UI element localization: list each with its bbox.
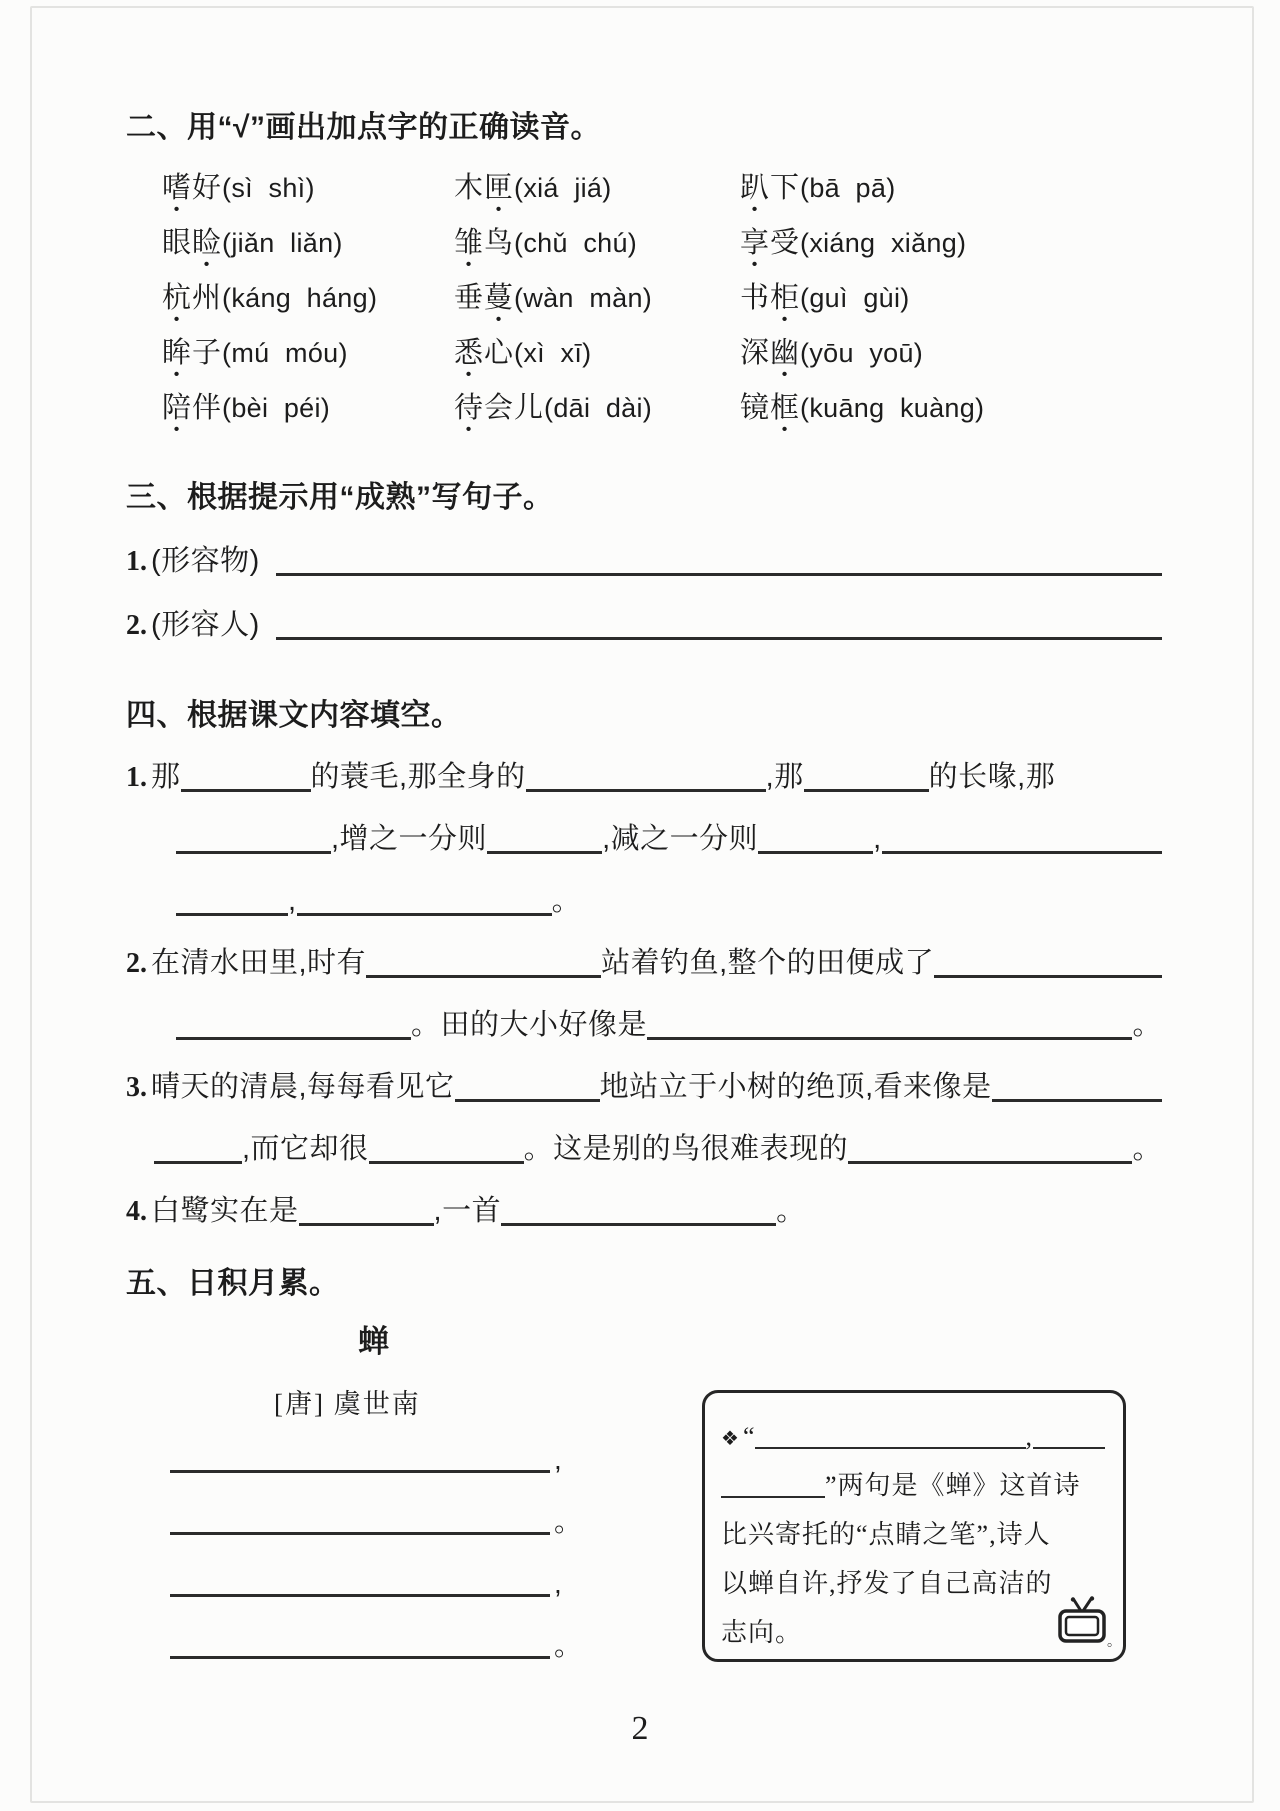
pinyin-options: (xì xī): [514, 338, 592, 368]
pinyin-options: (dāi dài): [544, 393, 653, 423]
note-line-2: ” 两句是《蝉》这首诗: [721, 1454, 1105, 1503]
section-fill-in-blanks: [126, 690, 1162, 1230]
page-number: 2: [631, 1710, 649, 1747]
dotted-char: 柜: [770, 282, 801, 314]
poem-line: ,: [170, 1414, 610, 1476]
word-item: [454, 335, 740, 390]
answer-blank: [170, 1532, 550, 1535]
answer-blank: [882, 851, 1162, 854]
word-item: [454, 390, 740, 445]
diamond-bullet-icon: ❖: [721, 1428, 739, 1450]
answer-blank: [170, 1656, 550, 1659]
dotted-char: 眸: [162, 337, 193, 369]
item-label: (形容人): [151, 609, 260, 641]
dotted-char: 享: [740, 227, 771, 259]
poem-line: 。: [170, 1476, 610, 1538]
answer-blank: [992, 1099, 1162, 1102]
word-item: [454, 170, 740, 225]
answer-blank: [804, 789, 929, 792]
word-hanzi: 书柜: [740, 282, 801, 314]
poem-author: [唐] 虞世南: [274, 1389, 421, 1419]
pinyin-options: (bèi péi): [222, 393, 331, 423]
q2-line2: 。田的大小好像是 。: [126, 982, 1162, 1044]
word-hanzi: 陪伴: [162, 392, 223, 424]
dotted-char: 趴: [740, 172, 771, 204]
note-line-5: 志向。: [721, 1618, 803, 1647]
q1-line3: , 。: [126, 858, 1162, 920]
dotted-char: 雏: [454, 227, 485, 259]
answer-blank: [170, 1594, 550, 1597]
word-item: [740, 225, 1162, 280]
answer-blank: [647, 1037, 1132, 1040]
word-hanzi: 待会儿: [454, 392, 545, 424]
answer-blank: [1033, 1447, 1105, 1449]
word-item: [162, 170, 454, 225]
pinyin-options: (sì shì): [222, 173, 315, 203]
word-grid: [162, 170, 1162, 445]
answer-blank: [276, 637, 1162, 640]
dotted-char: 幽: [770, 337, 801, 369]
note-line-1: ❖ “ ,: [721, 1405, 1105, 1454]
section-write-sentences: [126, 472, 1162, 644]
item-number: 2.: [126, 610, 147, 641]
pinyin-options: (bā pā): [800, 173, 896, 203]
pinyin-options: (xiá jiá): [514, 173, 612, 203]
tv-period-mark: 。: [1107, 1635, 1121, 1650]
answer-blank: [848, 1161, 1132, 1164]
dotted-char: 杭: [162, 282, 193, 314]
answer-blank: [176, 913, 288, 916]
dotted-char: 框: [770, 392, 801, 424]
dotted-char: 悉: [454, 337, 485, 369]
q1-line2: ,增之一分则 ,减之一分则 ,: [126, 796, 1162, 858]
word-hanzi: 木匣: [454, 172, 515, 204]
section-pronunciation: [126, 102, 1162, 445]
poem-blank-lines: [170, 1414, 610, 1662]
answer-blank: [154, 1161, 242, 1164]
q1-line1: 1. 那 的蓑毛,那全身的 ,那 的长喙,那: [126, 734, 1162, 796]
question-number: 2.: [126, 948, 147, 979]
word-item: [454, 280, 740, 335]
poem-title: 蝉: [358, 1324, 391, 1359]
word-item: [162, 225, 454, 280]
pinyin-options: (mú móu): [222, 338, 348, 368]
question-number: 4.: [126, 1196, 147, 1227]
poem-line: 。: [170, 1600, 610, 1662]
poem-line: ,: [170, 1538, 610, 1600]
note-line-3: 比兴寄托的“点睛之笔”,诗人: [721, 1520, 1051, 1549]
section-accumulation: [126, 1258, 1162, 1758]
sentence-item-1: [126, 540, 1162, 580]
answer-blank: [297, 913, 552, 916]
answer-blank: [369, 1161, 524, 1164]
answer-blank: [176, 851, 331, 854]
word-hanzi: 垂蔓: [454, 282, 515, 314]
sentence-item-2: [126, 604, 1162, 644]
word-hanzi: 镜框: [740, 392, 801, 424]
answer-blank: [487, 851, 602, 854]
note-line-4: 以蝉自许,抒发了自己高洁的: [721, 1569, 1053, 1598]
answer-blank: [170, 1470, 550, 1473]
pinyin-options: (chǔ chú): [514, 228, 638, 258]
word-item: [740, 335, 1162, 390]
question-number: 1.: [126, 762, 147, 793]
answer-blank: [455, 1099, 600, 1102]
section4-heading: 四、根据课文内容填空。: [126, 699, 462, 732]
answer-blank: [755, 1447, 1025, 1449]
word-hanzi: 趴下: [740, 172, 801, 204]
word-hanzi: 杭州: [162, 282, 223, 314]
pinyin-options: (káng háng): [222, 283, 378, 313]
word-hanzi: 眼睑: [162, 227, 223, 259]
dotted-char: 蔓: [484, 282, 515, 314]
pinyin-options: (yōu yoū): [800, 338, 924, 368]
item-label: (形容物): [151, 545, 260, 577]
answer-blank: [299, 1223, 434, 1226]
q3-line2: ,而它却很 。这是别的鸟很难表现的 。: [126, 1106, 1162, 1168]
pinyin-options: (xiáng xiǎng): [800, 228, 967, 258]
pinyin-options: (jiǎn liǎn): [222, 228, 343, 258]
answer-blank: [526, 789, 766, 792]
answer-blank: [176, 1037, 411, 1040]
answer-blank: [276, 573, 1162, 576]
section3-heading: 三、根据提示用“成熟”写句子。: [126, 481, 554, 514]
question-number: 3.: [126, 1072, 147, 1103]
section2-heading: 二、用“√”画出加点字的正确读音。: [126, 111, 601, 144]
word-hanzi: 眸子: [162, 337, 223, 369]
word-hanzi: 享受: [740, 227, 801, 259]
pinyin-options: (guì gùi): [800, 283, 910, 313]
answer-blank: [501, 1223, 776, 1226]
word-hanzi: 深幽: [740, 337, 801, 369]
word-hanzi: 悉心: [454, 337, 515, 369]
word-item: [740, 390, 1162, 445]
answer-blank: [758, 851, 873, 854]
answer-blank: [181, 789, 311, 792]
dotted-char: 待: [454, 392, 485, 424]
pinyin-options: (kuāng kuàng): [800, 393, 985, 423]
answer-blank: [934, 975, 1162, 978]
word-hanzi: 雏鸟: [454, 227, 515, 259]
dotted-char: 嗜: [162, 172, 193, 204]
tv-icon: [1055, 1596, 1109, 1649]
answer-blank: [721, 1496, 825, 1498]
dotted-char: 陪: [162, 392, 193, 424]
word-item: [162, 280, 454, 335]
item-number: 1.: [126, 546, 147, 577]
word-item: [740, 170, 1162, 225]
q2-line1: 2. 在清水田里,时有 站着钓鱼,整个的田便成了: [126, 920, 1162, 982]
dotted-char: 睑: [192, 227, 223, 259]
q4-line: 4. 白鹭实在是 ,一首 。: [126, 1168, 1162, 1230]
word-item: [454, 225, 740, 280]
q3-line1: 3. 晴天的清晨,每每看见它 地站立于小树的绝顶,看来像是: [126, 1044, 1162, 1106]
word-item: [162, 390, 454, 445]
pinyin-options: (wàn màn): [514, 283, 653, 313]
word-hanzi: 嗜好: [162, 172, 223, 204]
section5-heading: 五、日积月累。: [126, 1267, 340, 1300]
dotted-char: 匣: [484, 172, 515, 204]
word-item: [162, 335, 454, 390]
poem-note-box: [702, 1390, 1126, 1662]
word-item: [740, 280, 1162, 335]
answer-blank: [366, 975, 601, 978]
